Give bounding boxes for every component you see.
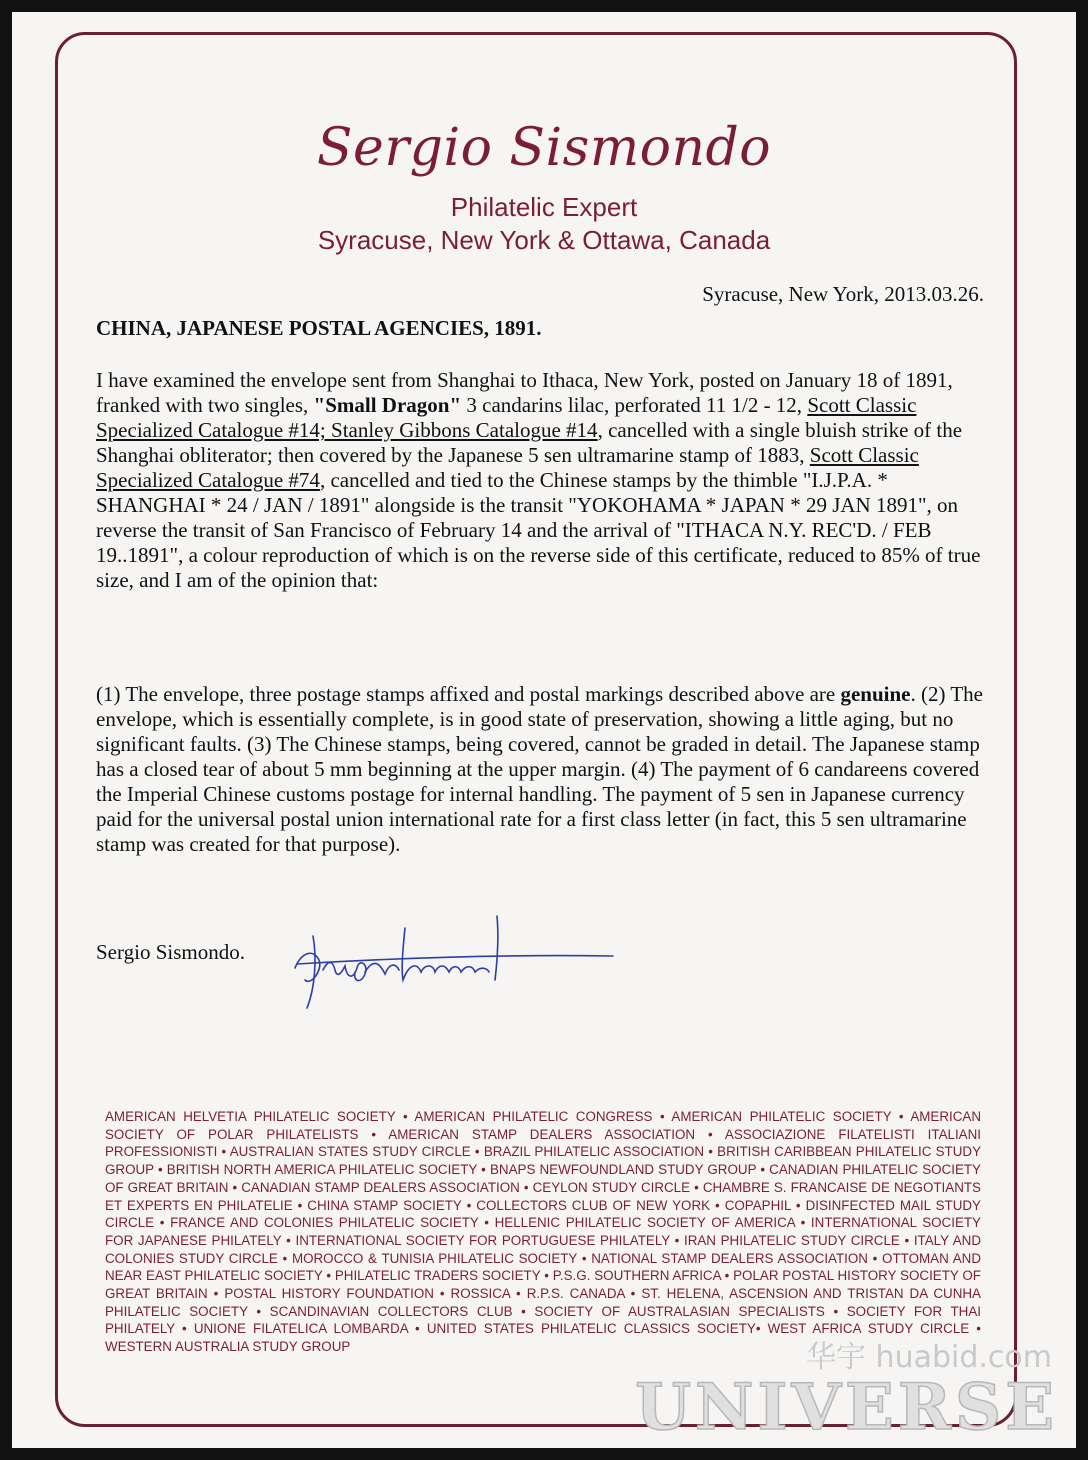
opinion-paragraph: [96, 682, 986, 857]
affiliations-list: AMERICAN HELVETIA PHILATELIC SOCIETY • AMERICAN PHILATELIC CONGRESS • AMERICAN PHILATELIC SOCIETY • AMERICAN SOCIETY OF POLAR PHILATELISTS • AMERICAN STAMP DEALERS ASSOCIATION • ASSOCIAZIONE FILATELISTI ITALIANI PROFESSIONISTI • AUSTRALIAN STATES STUDY CIRCLE • BRAZIL PHILATELIC ASSOCIATION • BRITISH CARIBBEAN PHILATELIC STUDY GROUP • BRITISH NORTH AMERICA PHILATELIC SOCIETY • BNAPS NEWFOUNDLAND STUDY GROUP • CANADIAN PHILATELIC SOCIETY OF GREAT BRITAIN • CANADIAN STAMP DEALERS ASSOCIATION • CEYLON STUDY CIRCLE • CHAMBRE S. FRANCAISE DE NEGOTIANTS ET EXPERTS EN PHILATELIE • CHINA STAMP SOCIETY • COLLECTORS CLUB OF NEW YORK • COPAPHIL • DISINFECTED MAIL STUDY CIRCLE • FRANCE AND COLONIES PHILATELIC SOCIETY • HELLENIC PHILATELIC SOCIETY OF AMERICA • INTERNATIONAL SOCIETY FOR JAPANESE PHILATELY • INTERNATIONAL SOCIETY FOR PORTUGUESE PHILATELY • IRAN PHILATELIC STUDY CIRCLE • ITALY AND COLONIES STUDY CIRCLE • MOROCCO & TUNISIA PHILATELIC SOCIETY • NATIONAL STAMP DEALERS ASSOCIATION • OTTOMAN AND NEAR EAST PHILATELIC SOCIETY • PHILATELIC TRADERS SOCIETY • P.S.G. SOUTHERN AFRICA • POLAR POSTAL HISTORY SOCIETY OF GREAT BRITAIN • POSTAL HISTORY FOUNDATION • ROSSICA • R.P.S. CANADA • ST. HELENA, ASCENSION AND TRISTAN DA CUNHA PHILATELIC SOCIETY • SCANDINAVIAN COLLECTORS CLUB • SOCIETY OF AUSTRALASIAN SPECIALISTS • SOCIETY FOR THAI PHILATELY • UNIONE FILATELICA LOMBARDA • UNITED STATES PHILATELIC CLASSICS SOCIETY• WEST AFRICA STUDY CIRCLE • WESTERN AUSTRALIA STUDY GROUP: [105, 1109, 981, 1355]
letterhead-title: Philatelic Expert: [450, 192, 638, 222]
p1-catalogue-ref-2: Scott Classic Specialized Catalogue #74: [96, 443, 919, 492]
signature: [283, 908, 623, 1018]
letterhead-location: Syracuse, New York & Ottawa, Canada: [317, 225, 771, 255]
p2-text-c: . (2) The envelope, which is essentially complete, is in good state of preservation, showing a little aging, but no significant faults. (3) The Chinese stamps, being covered, cannot be graded in detail. The Japanese stamp has a closed tear of about 5 mm beginning at the upper margin. (4) The payment of 6 candareens covered the Imperial Chinese customs postage for internal handling. The payment of 5 sen in Japanese currency paid for the universal postal union international rate for a first class letter (in fact, this 5 sen ultramarine stamp was created for that purpose).: [96, 682, 983, 856]
p1-text-a: I have examined the envelope sent from Shanghai to Ithaca, New York, posted on January 18 of 1891, franked with two singles,: [96, 368, 953, 417]
examination-paragraph: [96, 368, 986, 593]
p1-text-e: , cancelled with a single bluish strike of the Shanghai obliterator; then covered by the Japanese 5 sen ultramarine stamp of 1883,: [96, 418, 963, 467]
watermark: [635, 1332, 1058, 1452]
p1-text-g: , cancelled and tied to the Chinese stamps by the thimble "I.J.P.A. * SHANGHAI * 24 / JAN / 1891" alongside is the transit "YOKOHAMA * JAPAN * 29 JAN 1891", on reverse the transit of San Francisco of February 14 and the arrival of "ITHACA N.Y. REC'D. / FEB 19..1891", a colour reproduction of which is on the reverse side of this certificate, reduced to 85% of true size, and I am of the opinion that:: [96, 468, 981, 592]
p1-text-c: 3 candarins lilac, perforated 11 1/2 - 12,: [461, 393, 808, 417]
p1-catalogue-ref-1: Scott Classic Specialized Catalogue #14; Stanley Gibbons Catalogue #14: [96, 393, 917, 442]
p2-text-a: (1) The envelope, three postage stamps affixed and postal markings described above are: [96, 682, 841, 706]
signer-name: Sergio Sismondo.: [96, 940, 245, 964]
dateline: Syracuse, New York, 2013.03.26.: [702, 282, 984, 306]
watermark-site: 华宇 huabid.com: [806, 1340, 1052, 1375]
p2-genuine: genuine: [840, 682, 911, 706]
p1-stamp-name: "Small Dragon": [313, 393, 462, 417]
letterhead-name: Sergio Sismondo: [316, 118, 772, 178]
watermark-logo: UNIVERSE: [635, 1370, 1058, 1445]
certificate-title: CHINA, JAPANESE POSTAL AGENCIES, 1891.: [96, 316, 542, 340]
